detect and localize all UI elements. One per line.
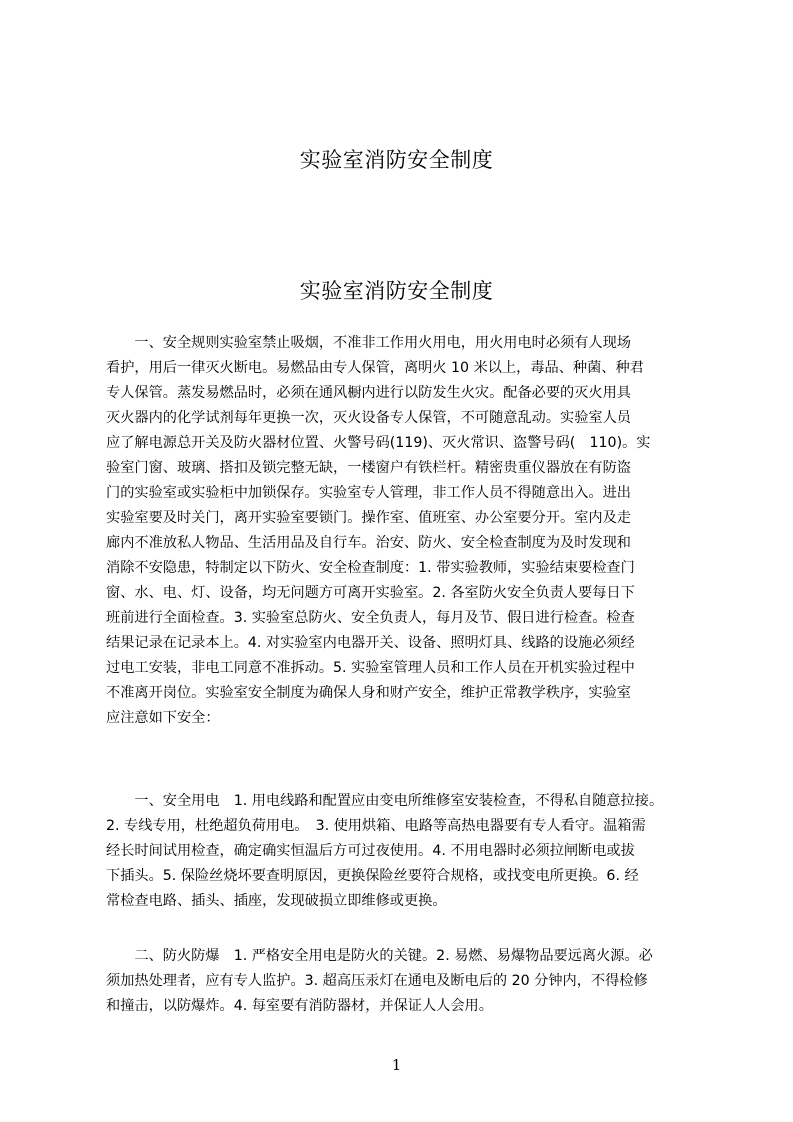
text-line: 窗、水、电、灯、设备，均无问题方可离开实验室。2. 各室防火安全负责人要每日下 bbox=[106, 585, 635, 601]
text-line: 经长时间试用检查，确定确实恒温后方可过夜使用。4. 不用电器时必须拉闸断电或拔 bbox=[106, 843, 635, 859]
text-line: 廊内不准放私人物品、生活用品及自行车。治安、防火、安全检查制度为及时发现和 bbox=[106, 535, 631, 551]
text-line: 常检查电路、插头、插座，发现破损立即维修或更换。 bbox=[106, 893, 447, 909]
document-title: 实验室消防安全制度 bbox=[299, 279, 494, 303]
paragraph-safety-rules bbox=[106, 331, 696, 731]
page-number: 1 bbox=[391, 1056, 402, 1074]
text-line: 过电工安装，非电工同意不准拆动。5. 实验室管理人员和工作人员在开机实验过程中 bbox=[106, 660, 635, 676]
text-line: 应了解电源总开关及防火器材位置、火警号码(119)、灭火常识、盗警号码( 110)。实 bbox=[106, 435, 651, 451]
text-line: 一、安全用电 1. 用电线路和配置应由变电所维修室安装检查，不得私自随意拉接。 bbox=[106, 793, 664, 809]
text-line: 须加热处理者，应有专人监护。3. 超高压汞灯在通电及断电后的 20 分钟内，不得检修 bbox=[106, 973, 648, 989]
text-line: 灭火器内的化学试剂每年更换一次，灭火设备专人保管，不可随意乱动。实验室人员 bbox=[106, 410, 631, 426]
text-line: 结果记录在记录本上。4. 对实验室内电器开关、设备、照明灯具、线路的设施必须经 bbox=[106, 635, 635, 651]
text-line: 2. 专线专用，杜绝超负荷用电。 3. 使用烘箱、电路等高热电器要有专人看守。温箱需 bbox=[106, 818, 646, 834]
text-line: 不准离开岗位。实验室安全制度为确保人身和财产安全，维护正常教学秩序，实验室 bbox=[106, 685, 631, 701]
text-line: 门的实验室或实验柜中加锁保存。实验室专人管理，非工作人员不得随意出入。进出 bbox=[106, 485, 631, 501]
text-line: 应注意如下安全： bbox=[106, 710, 220, 726]
text-line: 二、防火防爆 1. 严格安全用电是防火的关键。2. 易燃、易爆物品要远离火源。必 bbox=[106, 948, 653, 964]
text-line: 下插头。5. 保险丝烧坏要查明原因，更换保险丝要符合规格，或找变电所更换。6. 经 bbox=[106, 868, 639, 884]
header-title: 实验室消防安全制度 bbox=[299, 148, 494, 172]
text-line: 专人保管。蒸发易燃品时，必须在通风橱内进行以防发生火灾。配备必要的灭火用具 bbox=[106, 385, 631, 401]
text-line: 一、安全规则实验室禁止吸烟，不准非工作用火用电，用火用电时必须有人现场 bbox=[106, 335, 631, 351]
text-line: 验室门窗、玻璃、搭扣及锁完整无缺，一楼窗户有铁栏杆。精密贵重仪器放在有防盗 bbox=[106, 460, 631, 476]
text-line: 实验室要及时关门，离开实验室要锁门。操作室、值班室、办公室要分开。室内及走 bbox=[106, 510, 631, 526]
text-line: 看护，用后一律灭火断电。易燃品由专人保管，离明火 10 米以上，毒品、种菌、种君 bbox=[106, 360, 644, 376]
text-line: 班前进行全面检查。3. 实验室总防火、安全负责人，每月及节、假日进行检查。检查 bbox=[106, 610, 635, 626]
paragraph-fire-explosion-prevention bbox=[106, 944, 700, 1019]
paragraph-electrical-safety bbox=[106, 789, 718, 914]
text-line: 和撞击，以防爆炸。4. 每室要有消防器材，并保证人人会用。 bbox=[106, 998, 493, 1014]
text-line: 消除不安隐患，特制定以下防火、安全检查制度：1. 带实验教师，实验结束要检查门 bbox=[106, 560, 635, 576]
